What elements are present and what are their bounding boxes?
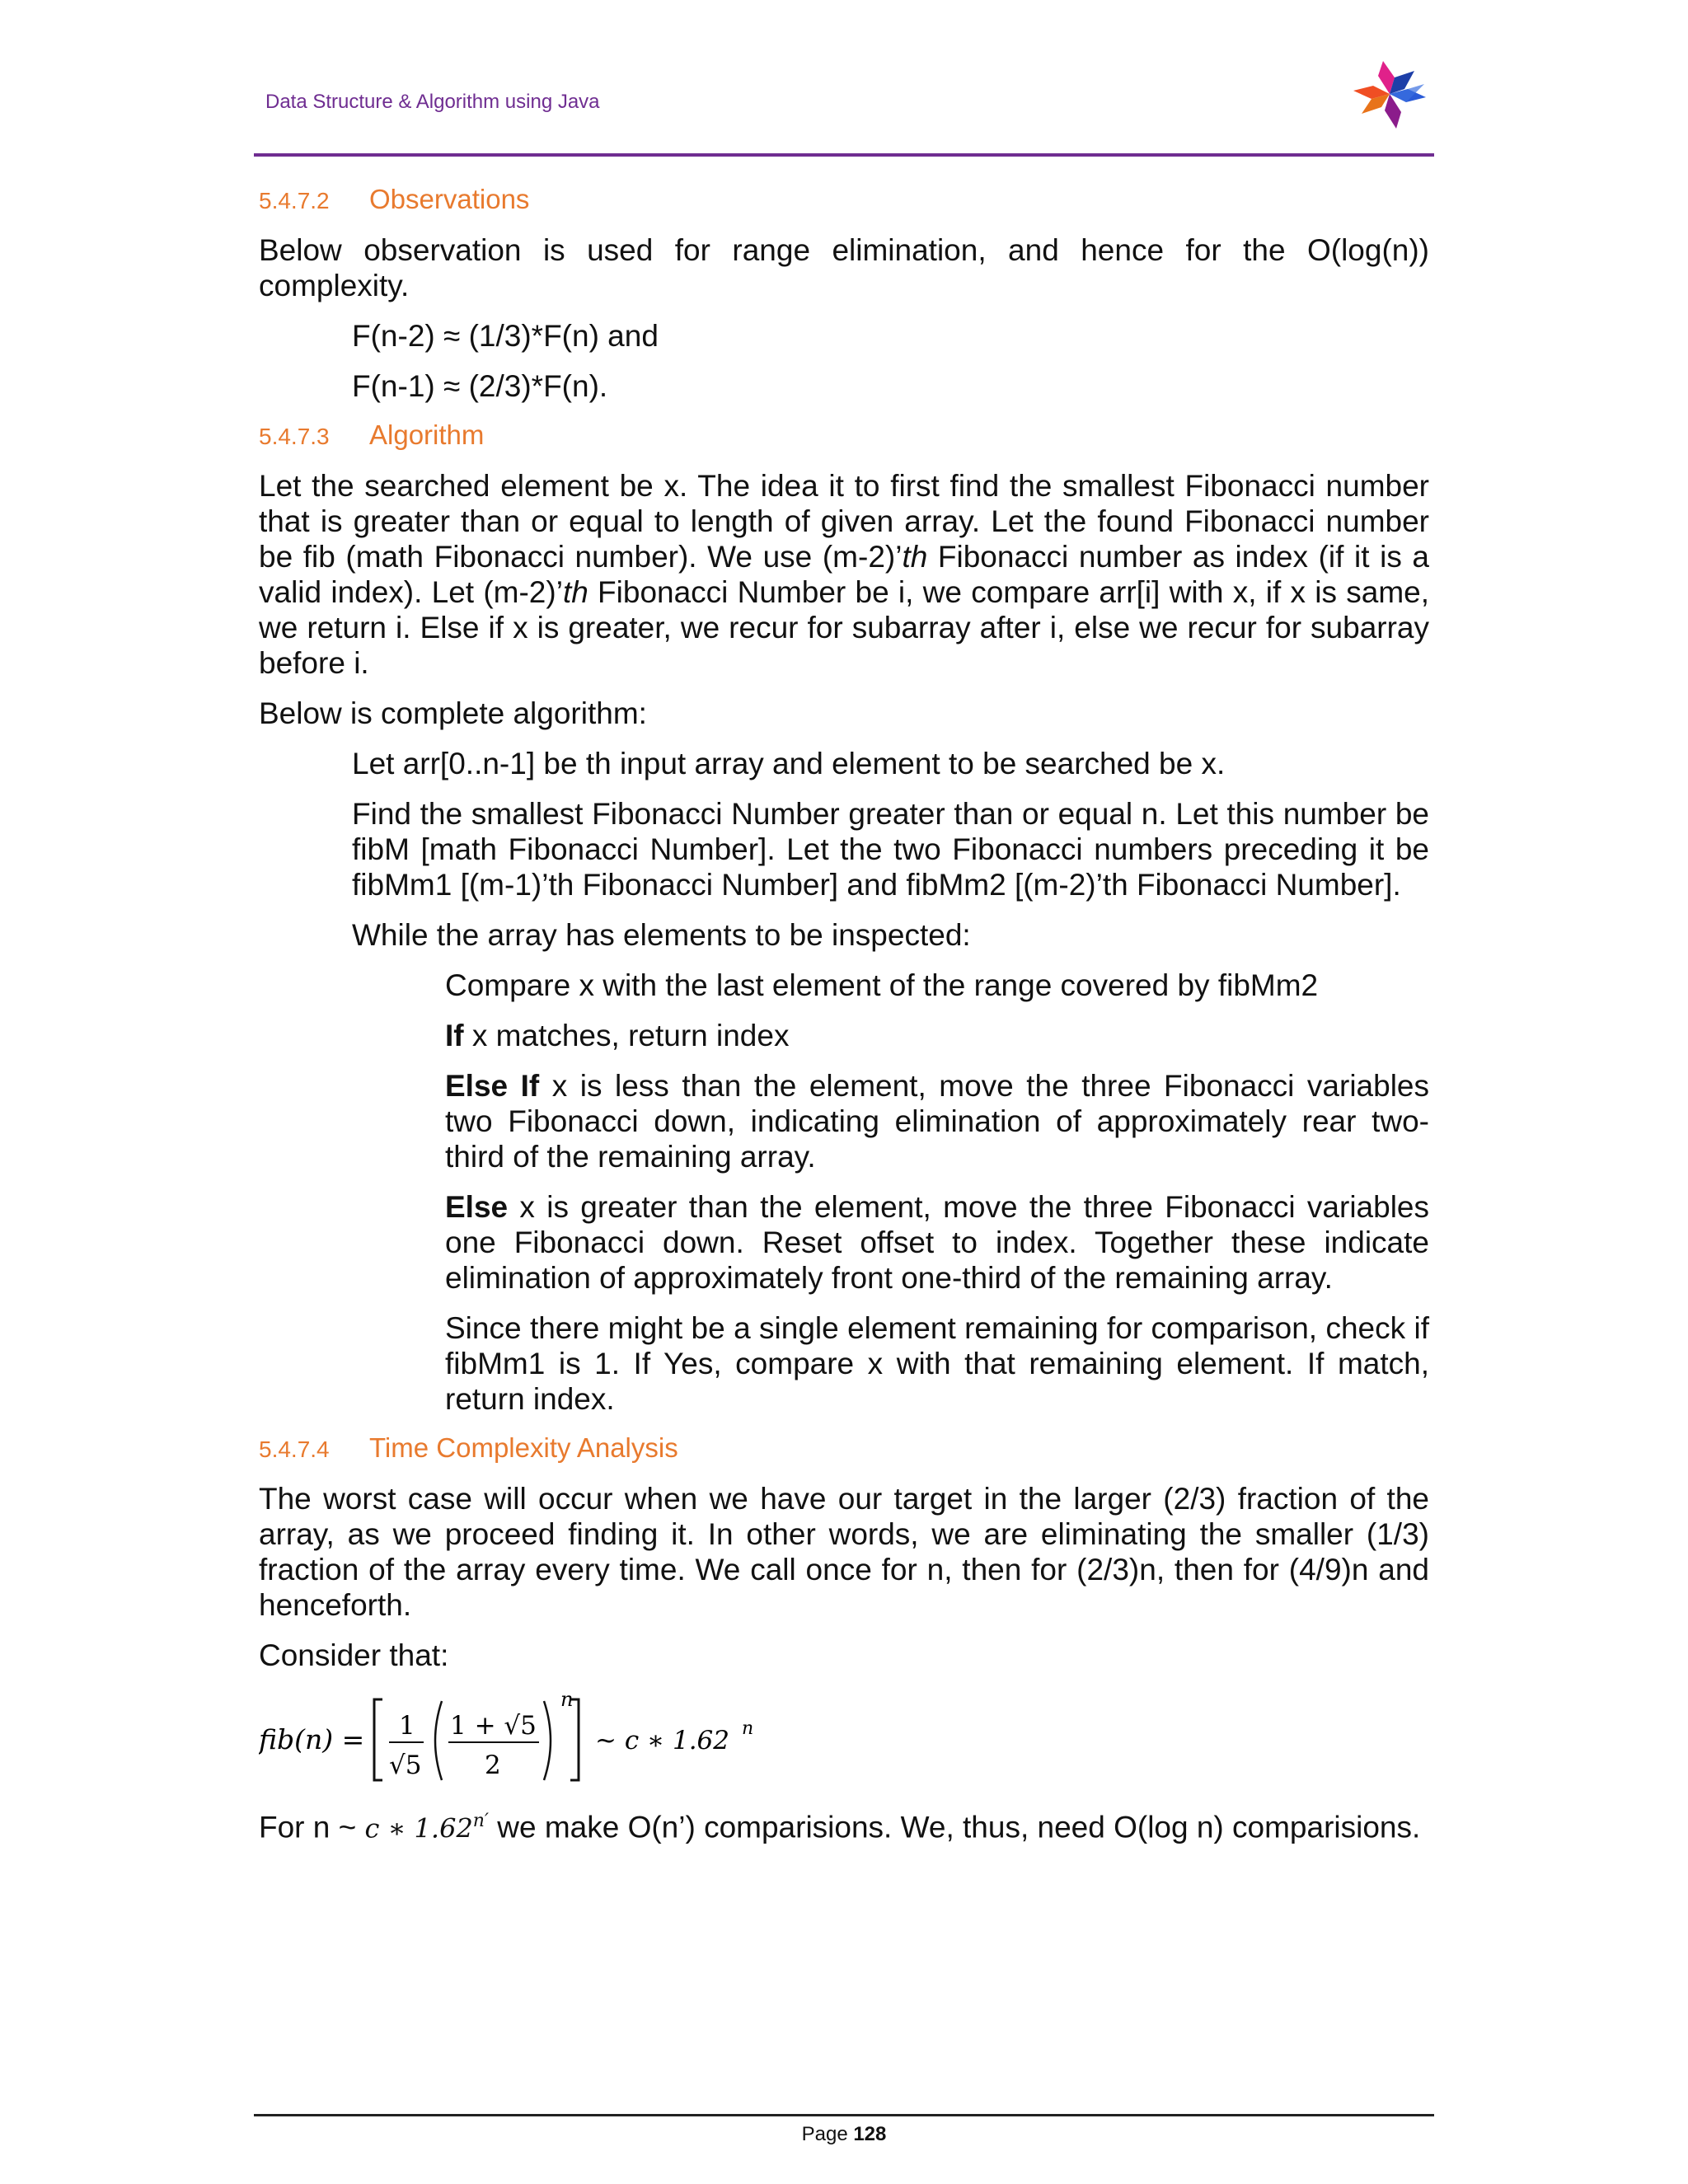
page-label: Page <box>801 2123 854 2145</box>
section-heading-algorithm <box>259 419 1429 453</box>
page-footer <box>0 2123 1688 2146</box>
algorithm-paragraph <box>259 468 1429 681</box>
text-run: Fibonacci number as index (if it is a valid index). Let (m-2)’ <box>259 540 1429 609</box>
fibonacci-equation <box>259 1688 1429 1785</box>
observations-paragraph: Below observation is used for range elimination, and hence for the O(log(n)) complexity. <box>259 233 1429 302</box>
section-number: 5.4.7.4 <box>259 1436 330 1462</box>
section-title: Observations <box>369 184 530 214</box>
text-run: x is less than the element, move the three Fibonacci variables two Fibonacci down, indicating elimination of approximately rear two-third of the remaining array. <box>445 1069 1429 1174</box>
math-exponent: n′ <box>472 1811 489 1831</box>
equation-exponent: n <box>560 1688 574 1711</box>
observation-formula-2: F(n-1) ≈ (2/3)*F(n). <box>352 369 608 403</box>
algorithm-substep-3 <box>445 1068 1429 1174</box>
complete-algorithm-intro: Below is complete algorithm: <box>259 696 647 730</box>
frac1-denominator: √5 <box>389 1750 422 1780</box>
algorithm-step-2: Find the smallest Fibonacci Number greater than or equal n. Let this number be fibM [math Fibonacci Number]. Let the two Fibonacci numbers preceding it be fibMm1 [(m-1)’th Fibonacci Number] and fibMm2 [(m-2)’th Fibonacci Number]. <box>352 797 1429 902</box>
page-content <box>259 183 1429 1861</box>
observation-formula-1: F(n-2) ≈ (1/3)*F(n) and <box>352 319 659 353</box>
header-divider <box>254 153 1434 157</box>
algorithm-step-1: Let arr[0..n-1] be th input array and element to be searched be x. <box>352 747 1226 780</box>
keyword: Else If <box>445 1069 540 1103</box>
keyword: If <box>445 1019 464 1052</box>
section-number: 5.4.7.3 <box>259 424 330 449</box>
page-header <box>254 82 1434 157</box>
text-run-italic: th <box>902 540 928 574</box>
frac2-numerator: 1 + √5 <box>450 1711 537 1741</box>
equation-graphic <box>259 1688 836 1785</box>
text-run: x is greater than the element, move the three Fibonacci variables one Fibonacci down. Reset offset to index. Together these indicate elimination of approximately front one-third of the remaining array. <box>445 1190 1429 1295</box>
text-run: we make O(n’) comparisions. We, thus, need O(log n) comparisions. <box>488 1810 1421 1844</box>
equation-rhs: ~ c ∗ 1.62 <box>595 1726 729 1755</box>
algorithm-step-3: While the array has elements to be inspected: <box>352 918 971 952</box>
algorithm-substep-1: Compare x with the last element of the range covered by fibMm2 <box>445 968 1319 1002</box>
section-heading-complexity <box>259 1432 1429 1466</box>
text-run: Let the searched element be x. The idea it to first find the smallest Fibonacci number that is greater than or equal to length of given array. Let the found Fibonacci number be fib (math Fibonacci number). We use (m-2)’ <box>259 469 1429 574</box>
algorithm-substep-2 <box>445 1018 1429 1053</box>
text-run: For n ~ <box>259 1810 365 1844</box>
keyword: Else <box>445 1190 509 1224</box>
frac1-numerator: 1 <box>399 1711 415 1741</box>
consider-label: Consider that: <box>259 1638 449 1672</box>
text-run-italic: th <box>562 575 588 609</box>
publisher-logo-icon <box>1345 53 1434 135</box>
equation-rhs-exponent: n <box>742 1718 754 1739</box>
algorithm-substep-4 <box>445 1189 1429 1296</box>
math-run: c ∗ 1.62 <box>364 1812 473 1844</box>
equation-lhs: fib(n) = <box>259 1723 365 1755</box>
section-title: Time Complexity Analysis <box>369 1432 678 1463</box>
section-title: Algorithm <box>369 419 485 450</box>
text-run: Fibonacci Number be i, we compare arr[i] with x, if x is same, we return i. Else if x is greater, we recur for subarray after i, else we recur for subarray before i. <box>259 575 1429 680</box>
comparisons-conclusion <box>259 1803 1429 1846</box>
section-heading-observations <box>259 183 1429 218</box>
header-title: Data Structure & Algorithm using Java <box>265 91 600 113</box>
page-number: 128 <box>853 2123 887 2145</box>
text-run: x matches, return index <box>463 1019 790 1052</box>
footer-divider <box>254 2114 1434 2116</box>
section-number: 5.4.7.2 <box>259 188 330 213</box>
algorithm-substep-5: Since there might be a single element remaining for comparison, check if fibMm1 is 1. If Yes, compare x with that remaining element. If match, return index. <box>445 1311 1429 1416</box>
complexity-paragraph: The worst case will occur when we have our target in the larger (2/3) fraction of the array, as we proceed finding it. In other words, we are eliminating the smaller (1/3) fraction of the array every time. We call once for n, then for (2/3)n, then for (4/9)n and henceforth. <box>259 1482 1429 1622</box>
frac2-denominator: 2 <box>485 1750 501 1780</box>
